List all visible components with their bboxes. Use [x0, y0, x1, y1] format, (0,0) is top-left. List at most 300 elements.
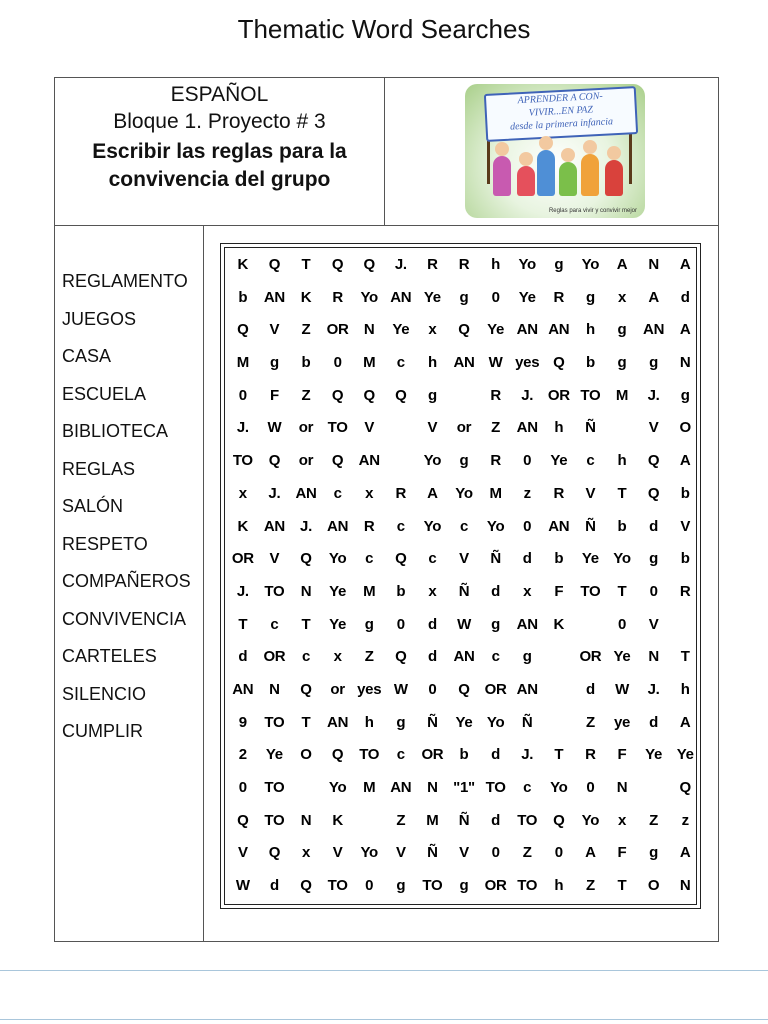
grid-cell: Ñ [458, 811, 470, 829]
grid-cell: Yo [423, 452, 442, 470]
grid-cell: AN [390, 779, 412, 796]
grid-cell: A [427, 484, 438, 502]
grid-cell: Ye [676, 746, 694, 764]
grid-cell: F [554, 582, 564, 600]
grid-cell: 9 [238, 713, 247, 731]
word-list-item: SILENCIO [62, 683, 147, 704]
grid-cell: d [238, 648, 248, 666]
grid-cell: x [523, 582, 532, 600]
word-list-item: REGLAMENTO [62, 271, 188, 291]
grid-cell: V [648, 419, 659, 437]
grid-cell: A [679, 321, 691, 339]
grid-cell: 0 [396, 615, 405, 633]
grid-cell: OR [231, 550, 254, 568]
grid-cell: Q [553, 811, 565, 829]
grid-cell: Yo [328, 779, 347, 796]
grid-cell: Yo [518, 256, 536, 273]
grid-cell: AN [327, 517, 349, 535]
grid-cell: x [617, 288, 627, 306]
grid-cell: d [649, 517, 659, 535]
grid-cell: h [680, 680, 690, 698]
illustration-caption: Reglas para vivir y convivir mejor [548, 208, 637, 214]
grid-cell: W [393, 680, 408, 698]
grid-cell: V [648, 615, 659, 633]
grid-cell: R [553, 288, 565, 306]
grid-cell: N [679, 354, 691, 372]
grid-cell: R [395, 484, 407, 502]
block-label: Bloque 1. Proyecto # 3 [113, 110, 326, 133]
grid-cell: ye [613, 713, 631, 731]
grid-cell: x [333, 648, 342, 666]
grid-cell: R [490, 386, 501, 404]
word-list-item: CASA [62, 346, 112, 366]
grid-cell: Ñ [427, 713, 438, 731]
grid-cell: TO [580, 386, 601, 404]
word-list-item: SALÓN [62, 496, 124, 516]
grid-cell: 0 [523, 517, 532, 535]
grid-cell: c [491, 648, 500, 666]
grid-cell: R [490, 452, 501, 470]
grid-cell: K [237, 517, 249, 535]
grid-cell: Z [396, 811, 406, 829]
grid-cell: c [459, 517, 469, 535]
grid-cell [575, 613, 607, 646]
grid-cell: TO [264, 811, 285, 829]
grid-cell: V [459, 844, 469, 862]
grid-cell: J. [521, 386, 534, 404]
grid-cell: TO [517, 877, 538, 895]
grid-cell: M [363, 779, 376, 796]
grid-cell: A [679, 452, 691, 470]
grid-cell: or [298, 419, 314, 437]
grid-cell: A [648, 288, 659, 306]
grid-cell: W [267, 419, 282, 437]
grid-cell: A [679, 713, 691, 731]
grid-cell: g [459, 877, 469, 895]
worksheet [54, 77, 719, 942]
grid-cell: Q [300, 550, 312, 568]
grid-cell: b [680, 484, 690, 502]
grid-cell: TO [359, 746, 380, 764]
grid-cell: c [586, 452, 595, 470]
grid-cell: Q [268, 256, 281, 273]
grid-cell: T [238, 615, 248, 633]
grid-cell: or [298, 452, 314, 470]
grid-cell: Q [363, 256, 375, 273]
grid-cell: V [427, 419, 438, 437]
grid-cell: g [364, 615, 374, 633]
letter-grid [227, 253, 701, 907]
grid-cell: b [585, 354, 595, 372]
grid-cell: TO [422, 877, 443, 895]
grid-cell: Z [301, 386, 311, 404]
grid-cell: T [301, 256, 311, 273]
grid-cell: c [301, 648, 311, 666]
grid-cell: TO [264, 713, 285, 731]
grid-cell: Z [491, 419, 501, 437]
grid-cell: Q [553, 354, 565, 372]
grid-cell: Ye [455, 713, 473, 731]
grid-cell: x [617, 811, 627, 829]
grid-cell: d [649, 713, 659, 731]
grid-cell: 2 [238, 746, 247, 764]
grid-cell: h [491, 256, 501, 273]
grid-cell: c [523, 779, 532, 796]
grid-cell: Yo [486, 713, 505, 731]
grid-cell: T [617, 582, 627, 600]
grid-cell: b [554, 550, 564, 568]
grid-cell: Yo [550, 779, 568, 796]
grid-cell: A [616, 256, 628, 273]
grid-cell: J. [647, 386, 660, 404]
grid-cell: N [648, 648, 659, 666]
grid-cell [353, 809, 385, 842]
grid-cell: g [649, 354, 659, 372]
grid-cell: 0 [491, 844, 500, 862]
grid-cell: c [333, 484, 342, 502]
grid-cell: K [300, 288, 312, 306]
grid-cell: TO [327, 877, 348, 895]
grid-cell: TO [580, 582, 601, 600]
grid-cell: Q [679, 779, 691, 796]
grid-cell: AN [453, 354, 475, 372]
grid-cell: W [235, 877, 250, 895]
grid-cell: F [617, 844, 627, 862]
grid-cell: 0 [554, 844, 563, 862]
grid-cell: AN [263, 288, 285, 306]
grid-cell: g [427, 386, 437, 404]
grid-cell: Yo [581, 256, 600, 273]
grid-cell: Ye [613, 648, 631, 666]
grid-cell: d [427, 648, 437, 666]
grid-cell: Ñ [585, 419, 596, 437]
banner [484, 86, 638, 142]
grid-cell: c [365, 550, 374, 568]
grid-cell: AN [516, 419, 538, 437]
grid-cell: V [395, 844, 406, 862]
grid-cell: AN [263, 517, 285, 535]
word-list-item: BIBLIOTECA [62, 421, 169, 441]
grid-cell: Yo [360, 844, 378, 862]
banner-line2: VIVIR...EN PAZ [528, 104, 594, 119]
grid-cell: Q [647, 484, 660, 502]
grid-cell: x [365, 484, 374, 502]
grid-cell: O [300, 746, 312, 764]
grid-cell: g [459, 452, 469, 470]
grid-cell: AN [516, 321, 538, 339]
grid-cell: h [585, 321, 595, 339]
grid-cell: R [458, 256, 470, 273]
grid-cell: Q [268, 452, 281, 470]
grid-cell: c [270, 615, 279, 633]
grid-cell: d [522, 550, 532, 568]
grid-cell: Q [395, 386, 407, 404]
grid-cell: V [364, 419, 375, 437]
grid-cell: Q [363, 386, 375, 404]
child-icon [605, 160, 623, 196]
section-divider [55, 225, 718, 226]
grid-cell: W [615, 680, 629, 698]
grid-cell: x [238, 484, 247, 502]
grid-cell: J. [521, 746, 534, 764]
grid-cell [385, 416, 417, 449]
grid-cell: M [363, 582, 376, 600]
grid-cell: A [585, 844, 596, 862]
grid-cell: Ñ [490, 550, 501, 568]
grid-cell: "1" [453, 779, 475, 796]
subject-label: ESPAÑOL [170, 83, 269, 106]
grid-cell: T [680, 648, 690, 666]
grid-cell: g [269, 354, 279, 372]
grid-cell: Q [331, 452, 344, 470]
grid-cell: OR [421, 746, 444, 764]
grid-cell: 0 [586, 779, 595, 796]
grid-cell: yes [357, 680, 382, 698]
grid-cell: J. [236, 582, 249, 600]
grid-cell: Ye [265, 746, 283, 764]
grid-cell: Q [237, 321, 249, 339]
grid-cell: Ñ [521, 713, 533, 731]
grid-cell: d [680, 288, 690, 306]
grid-cell: Z [585, 713, 595, 731]
grid-cell: h [554, 419, 564, 437]
grid-cell: z [681, 811, 689, 829]
grid-cell: O [647, 877, 660, 895]
child-icon [537, 150, 555, 196]
grid-cell: OR [547, 386, 570, 404]
grid-cell: M [426, 811, 439, 829]
grid-cell: OR [484, 877, 507, 895]
grid-cell: Q [237, 811, 249, 829]
grid-cell: 0 [649, 582, 658, 600]
grid-cell: Q [395, 550, 407, 568]
grid-cell: AN [516, 615, 538, 633]
grid-cell: or [456, 419, 472, 437]
grid-cell [669, 613, 701, 646]
grid-cell: K [237, 256, 249, 273]
grid-cell: J. [300, 517, 312, 535]
grid-cell: g [522, 648, 532, 666]
grid-cell: b [680, 550, 690, 568]
grid-cell: Yo [613, 550, 631, 568]
footer-divider-bottom [0, 1019, 768, 1020]
grid-cell: Yo [455, 484, 473, 502]
grid-cell: c [396, 746, 405, 764]
grid-cell: R [679, 582, 691, 600]
grid-cell: Ye [581, 550, 599, 568]
banner-line1: APRENDER A CON- [517, 90, 604, 107]
grid-cell: Ye [487, 321, 505, 339]
grid-cell: TO [232, 452, 253, 470]
grid-cell: AN [548, 517, 570, 535]
grid-cell: x [428, 321, 437, 339]
grid-cell: AN [548, 321, 570, 339]
grid-cell: h [427, 354, 437, 372]
grid-cell: Q [331, 386, 344, 404]
grid-cell: Z [585, 877, 595, 895]
word-list-item: COMPAÑEROS [62, 571, 191, 591]
grid-cell: Ye [518, 288, 536, 306]
header-text [55, 82, 384, 194]
grid-cell: c [428, 550, 437, 568]
grid-cell: b [396, 582, 406, 600]
grid-cell: R [553, 484, 565, 502]
grid-cell: g [617, 321, 627, 339]
child-icon [493, 156, 511, 196]
grid-cell: N [616, 779, 628, 796]
grid-cell: Ye [550, 452, 568, 470]
grid-cell: V [269, 321, 280, 339]
grid-cell: R [332, 288, 343, 306]
grid-cell: J. [394, 256, 407, 273]
grid-cell: b [238, 288, 248, 306]
grid-cell: g [459, 288, 469, 306]
grid-cell: Z [301, 321, 311, 339]
grid-cell: V [269, 550, 280, 568]
grid-cell [606, 416, 638, 449]
grid-cell: TO [264, 779, 285, 796]
grid-cell: Ye [329, 615, 347, 633]
grid-cell: g [396, 877, 406, 895]
grid-cell: Yo [360, 288, 378, 306]
grid-cell [543, 678, 575, 711]
grid-cell: Yo [328, 550, 347, 568]
grid-cell: b [459, 746, 469, 764]
grid-cell: Ñ [585, 517, 596, 535]
grid-cell: F [269, 386, 279, 404]
header-divider [384, 78, 385, 225]
grid-cell: Q [395, 648, 407, 666]
grid-cell: J. [647, 680, 660, 698]
grid-cell: T [301, 615, 311, 633]
grid-cell [448, 384, 480, 417]
grid-cell: Q [458, 321, 470, 339]
grid-cell: g [649, 550, 659, 568]
grid-cell: x [428, 582, 437, 600]
grid-cell: R [427, 256, 438, 273]
grid-cell: M [363, 354, 376, 372]
grid-cell: AN [643, 321, 665, 339]
grid-cell: N [300, 582, 312, 600]
grid-cell: g [491, 615, 501, 633]
grid-cell: g [396, 713, 406, 731]
grid-cell: K [553, 615, 565, 633]
grid-cell: x [301, 844, 311, 862]
grid-cell: AN [295, 484, 317, 502]
word-list-item: REGLAS [62, 458, 136, 479]
grid-cell: V [459, 550, 469, 568]
grid-cell: OR [326, 321, 349, 339]
grid-cell: h [554, 877, 564, 895]
grid-cell: W [488, 354, 503, 372]
grid-cell: or [330, 680, 345, 698]
word-list-item: JUEGOS [62, 308, 137, 329]
banner-line3: desde la primera infancia [509, 116, 614, 133]
grid-cell: A [679, 844, 691, 862]
grid-cell: Q [331, 256, 344, 273]
grid-cell [543, 645, 575, 678]
grid-cell: 0 [617, 615, 627, 633]
grid-cell: g [585, 288, 595, 306]
grid-cell: AN [390, 288, 412, 306]
grid-cell: TO [264, 582, 285, 600]
grid-cell: OR [579, 648, 602, 666]
grid-cell: N [648, 256, 659, 273]
project-title-line2: convivencia del grupo [108, 168, 331, 191]
word-list-item: ESCUELA [62, 383, 147, 404]
grid-cell: c [396, 517, 405, 535]
grid-cell: Ñ [427, 844, 438, 862]
grid-cell: Yo [486, 517, 505, 535]
grid-cell: AN [232, 680, 254, 698]
grid-cell: TO [327, 419, 348, 437]
grid-cell: V [332, 844, 343, 862]
grid-cell: V [237, 844, 248, 862]
grid-cell: Q [458, 680, 470, 698]
grid-cell: R [585, 746, 596, 764]
grid-cell [543, 711, 575, 744]
grid-cell: T [617, 877, 627, 895]
grid-cell: Q [331, 746, 344, 764]
grid-cell: A [679, 256, 691, 273]
grid-cell: J. [236, 419, 249, 437]
grid-cell: g [554, 256, 564, 273]
grid-cell: d [491, 582, 501, 600]
word-list-item: RESPETO [62, 533, 148, 554]
grid-cell: Q [300, 680, 312, 698]
grid-cell: b [617, 517, 627, 535]
illustration-image [465, 84, 645, 218]
grid-cell: N [679, 877, 691, 895]
grid-cell: Ye [645, 746, 663, 764]
grid-cell: 0 [428, 680, 437, 698]
project-title-line1: Escribir las reglas para la [92, 140, 347, 163]
grid-cell: J. [268, 484, 281, 502]
grid-cell: AN [453, 648, 475, 666]
grid-cell: OR [263, 648, 286, 666]
grid-cell: c [396, 354, 405, 372]
grid-cell: TO [517, 811, 538, 829]
grid-cell: Ye [329, 582, 347, 600]
grid-cell: M [489, 484, 502, 502]
grid-cell: V [680, 517, 691, 535]
grid-cell: 0 [238, 386, 247, 404]
word-list-item: CONVIVENCIA [62, 608, 187, 629]
page-title: Thematic Word Searches [237, 14, 531, 44]
grid-cell: Z [522, 844, 532, 862]
grid-cell: g [680, 386, 690, 404]
grid-cell: d [491, 746, 501, 764]
grid-cell: AN [327, 713, 349, 731]
grid-cell: Yo [581, 811, 600, 829]
grid-cell: T [554, 746, 564, 764]
word-list [62, 263, 198, 751]
body-divider [203, 225, 204, 942]
grid-cell: AN [358, 452, 380, 470]
word-list-item: CUMPLIR [62, 721, 144, 741]
grid-cell: 0 [523, 452, 532, 470]
grid-cell: OR [484, 680, 507, 698]
grid-cell: N [300, 811, 312, 829]
grid-cell: d [427, 615, 437, 633]
grid-cell: h [364, 713, 374, 731]
grid-cell [385, 449, 417, 482]
grid-cell: g [617, 354, 627, 372]
grid-cell: g [649, 844, 659, 862]
grid-cell: Yo [423, 517, 442, 535]
footer-divider-top [0, 970, 768, 971]
grid-cell: N [363, 321, 375, 339]
